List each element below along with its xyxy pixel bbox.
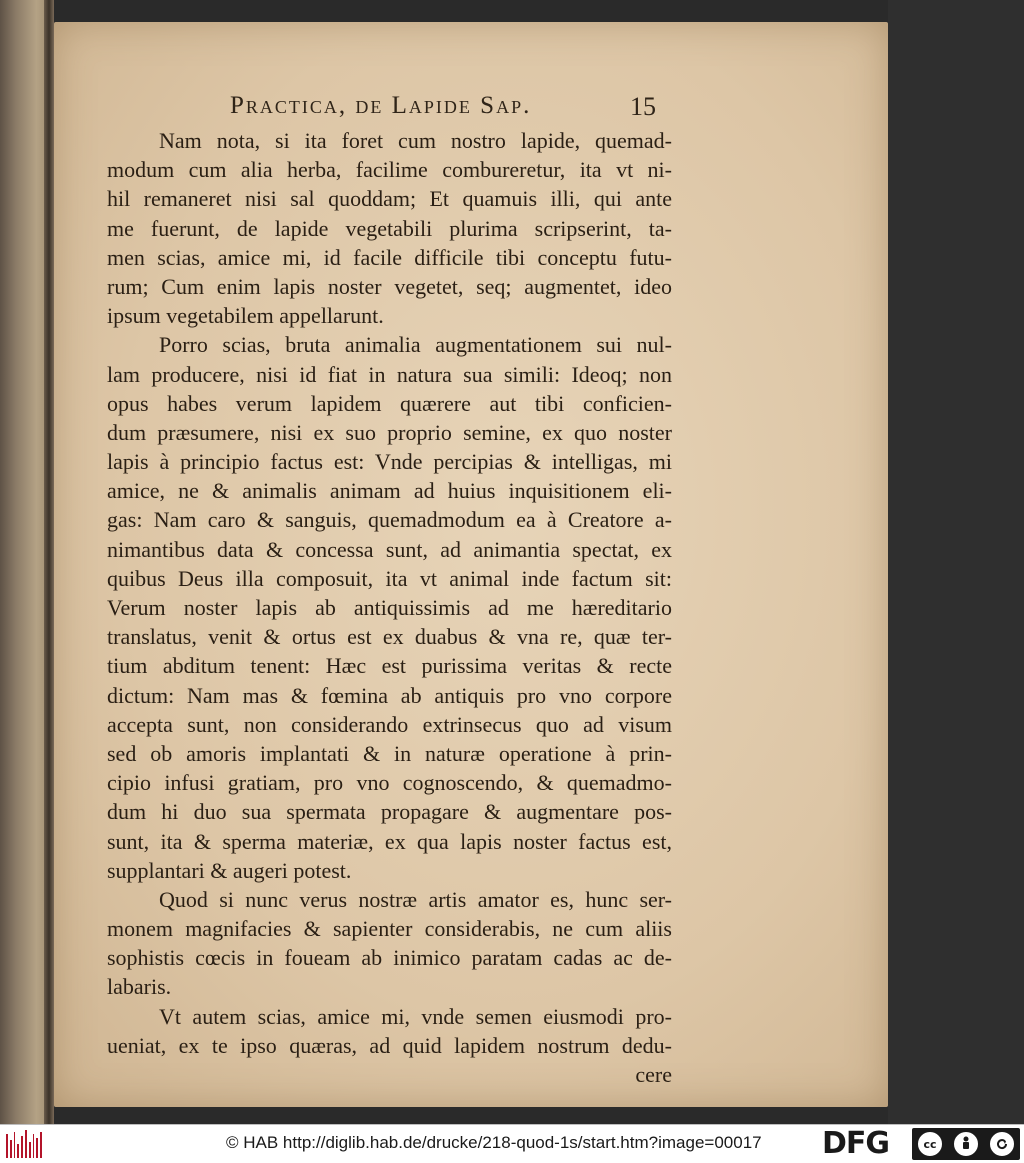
text-line-content: translatus, venit & ortus est ex duabus & vna re, quæ ter- [107, 624, 672, 650]
text-line [107, 243, 672, 272]
text-line [107, 1031, 672, 1060]
text-line-content: sunt, ita & sperma materiæ, ex qua lapis noster factus est, [107, 828, 672, 854]
text-line-content: me fuerunt, de lapide vegetabili plurima scripserint, ta- [107, 215, 672, 241]
text-line [107, 651, 672, 680]
dfg-logo[interactable]: DFG [822, 1126, 890, 1161]
background-right [888, 0, 1024, 1124]
text-line [107, 476, 672, 505]
text-line-content: accepta sunt, non considerando extrinsecus quo ad visum [107, 711, 672, 737]
barcode-bar [33, 1134, 35, 1158]
text-line-content: labaris. [107, 974, 172, 1000]
text-line-content: dum præsumere, nisi ex suo proprio semine, ex quo noster [107, 419, 672, 445]
text-line-content: opus habes verum lapidem quærere aut tibi conficien- [107, 390, 672, 416]
text-line [107, 797, 672, 826]
cc-license-badge[interactable] [912, 1128, 1020, 1160]
text-line [107, 593, 672, 622]
text-line [107, 505, 672, 534]
text-line-content: tium abditum tenent: Hæc est purissima veritas & recte [107, 653, 672, 679]
by-icon [952, 1130, 980, 1158]
sa-icon [988, 1130, 1016, 1158]
text-line-content: lam producere, nisi id fiat in natura sua simili: Ideoq; non [107, 361, 672, 387]
text-line [107, 739, 672, 768]
text-line-content: cipio infusi gratiam, pro vno cognoscendo, & quemadmo- [107, 770, 672, 796]
text-line-content: hil remaneret nisi sal quoddam; Et quamuis illi, qui ante [107, 186, 672, 212]
barcode-bar [14, 1132, 16, 1158]
text-line-content: monem magnifacies & sapienter considerabis, ne cum aliis [107, 916, 672, 942]
barcode-bar [17, 1144, 19, 1158]
text-line [107, 301, 672, 330]
text-line-content: ueniat, ex te ipso quæras, ad quid lapidem nostrum dedu- [107, 1032, 672, 1058]
catchword [107, 1060, 672, 1089]
copyright-link[interactable]: © HAB http://diglib.hab.de/drucke/218-quod-1s/start.htm?image=00017 [226, 1133, 762, 1152]
body-text [107, 126, 672, 1089]
text-line [107, 389, 672, 418]
text-line-content: men scias, amice mi, id facile difficile tibi conceptu futu- [107, 244, 672, 270]
text-line [107, 972, 672, 1001]
text-line [107, 418, 672, 447]
footer-bar [0, 1124, 1024, 1163]
text-line-content: dictum: Nam mas & fœmina ab antiquis pro vno corpore [107, 682, 672, 708]
text-line [107, 155, 672, 184]
text-line [107, 943, 672, 972]
text-line [107, 914, 672, 943]
barcode-bar [36, 1138, 38, 1158]
text-line [107, 710, 672, 739]
text-line-content: modum cum alia herba, facilime combureretur, ita vt ni- [107, 157, 672, 183]
text-line [107, 535, 672, 564]
text-line-content: gas: Nam caro & sanguis, quemadmodum ea à Creatore a- [107, 507, 672, 533]
text-line-content: supplantari & augeri potest. [107, 857, 352, 883]
text-line [107, 214, 672, 243]
text-line [107, 827, 672, 856]
barcode-bar [29, 1142, 31, 1158]
page-number: 15 [630, 92, 656, 121]
barcode-bar [6, 1134, 8, 1158]
text-line-content: Vt autem scias, amice mi, vnde semen eiusmodi pro- [159, 1003, 672, 1029]
barcode-bar [40, 1132, 42, 1158]
text-line-content: Nam nota, si ita foret cum nostro lapide, quemad- [159, 128, 672, 153]
text-line [107, 126, 672, 155]
cc-icon: cc [916, 1130, 944, 1158]
barcode-bar [10, 1140, 12, 1158]
text-line-content: Quod si nunc verus nostræ artis amator es, hunc ser- [159, 886, 672, 912]
running-head: Practica, de Lapide Sap. [230, 92, 532, 119]
text-line-content: quibus Deus illa composuit, ita vt animal inde factum sit: [107, 565, 672, 591]
text-line-content: sophistis cœcis in foueam ab inimico paratam cadas ac de- [107, 945, 672, 971]
text-line [107, 360, 672, 389]
hab-barcode-logo [6, 1130, 42, 1158]
text-line [107, 622, 672, 651]
barcode-bar [25, 1130, 27, 1158]
text-line [107, 856, 672, 885]
text-line-content: cere [635, 1062, 672, 1087]
text-line [107, 272, 672, 301]
text-line-content: Porro scias, bruta animalia augmentationem sui nul- [159, 332, 672, 358]
text-line [107, 885, 672, 914]
text-line-content: ipsum vegetabilem appellarunt. [107, 303, 384, 329]
text-line-content: rum; Cum enim lapis noster vegetet, seq; augmentet, ideo [107, 273, 672, 299]
text-line [107, 681, 672, 710]
text-line [107, 768, 672, 797]
text-line-content: amice, ne & animalis animam ad huius inquisitionem eli- [107, 478, 672, 504]
text-line [107, 330, 672, 359]
text-line-content: dum hi duo sua spermata propagare & augmentare pos- [107, 799, 672, 825]
text-line-content: nimantibus data & concessa sunt, ad animantia spectat, ex [107, 536, 672, 562]
text-line [107, 1002, 672, 1031]
text-line [107, 447, 672, 476]
book-spine [44, 0, 54, 1124]
barcode-bar [21, 1136, 23, 1158]
text-line [107, 564, 672, 593]
text-line-content: Verum noster lapis ab antiquissimis ad me hæreditario [107, 595, 672, 620]
text-line-content: lapis à principio factus est: Vnde percipias & intelligas, mi [107, 449, 672, 475]
text-line [107, 184, 672, 213]
text-line-content: sed ob amoris implantati & in naturæ operatione à prin- [107, 740, 672, 766]
